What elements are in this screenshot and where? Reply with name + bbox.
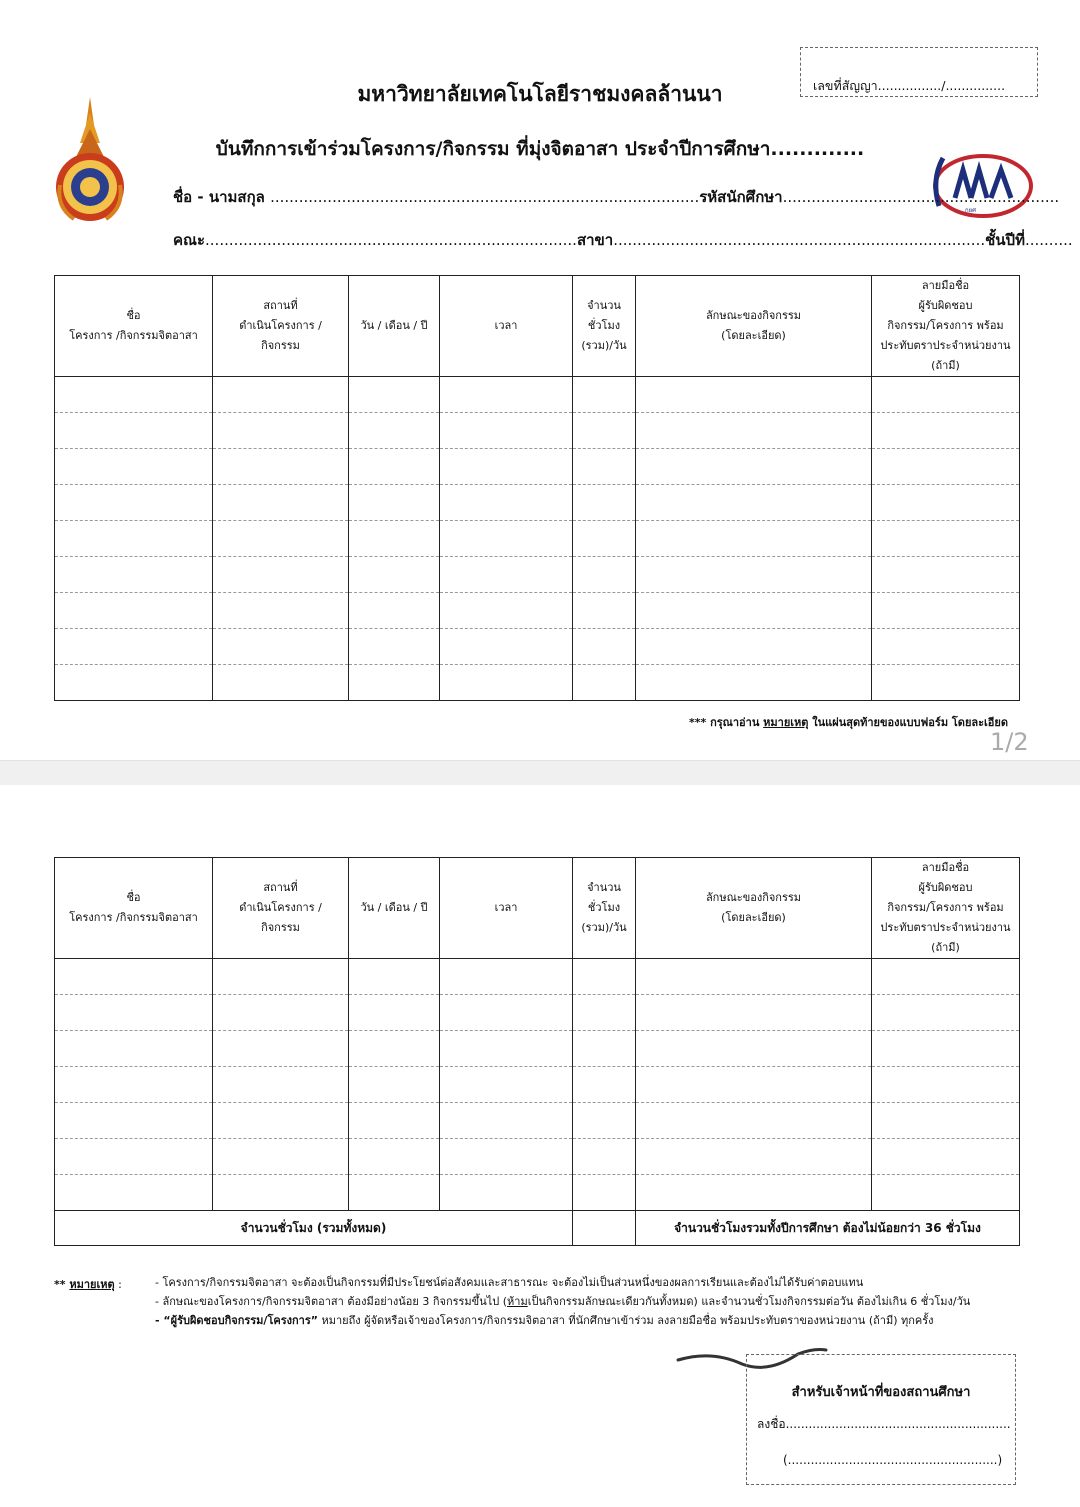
table-cell[interactable] [872,1067,1020,1103]
remarks-list [155,1273,970,1330]
table-cell[interactable] [573,995,636,1031]
table-cell[interactable] [872,449,1020,485]
column-header-5: จำนวน ชั่วโมง (รวม)/วัน [573,276,636,377]
table-cell[interactable] [872,377,1020,413]
read-remarks-note: *** กรุณาอ่าน หมายเหตุ ในแผ่นสุดท้ายของแบบฟอร์ม โดยละเอียด [689,716,1008,729]
remarks-heading: ** หมายเหตุ : [54,1278,122,1291]
student-id-field[interactable]: .......................................................... [782,188,1060,206]
table-row [55,665,1020,701]
table-cell[interactable] [349,1175,440,1211]
table-cell[interactable] [349,485,440,521]
table-cell[interactable] [440,593,573,629]
table-cell[interactable] [349,521,440,557]
table-cell[interactable] [872,593,1020,629]
table-cell[interactable] [872,413,1020,449]
table-cell[interactable] [440,413,573,449]
table-cell[interactable] [55,665,213,701]
table-cell[interactable] [213,629,349,665]
table-cell[interactable] [636,413,872,449]
table-row [55,959,1020,995]
table-cell[interactable] [349,995,440,1031]
table-cell[interactable] [213,1067,349,1103]
name-field[interactable]: .......................................................................................... [270,188,700,206]
table-cell[interactable] [872,557,1020,593]
table-cell[interactable] [440,959,573,995]
table-cell[interactable] [573,629,636,665]
name-line [173,185,1059,209]
table-cell[interactable] [573,377,636,413]
name-label: ชื่อ - นามสกุล [173,188,265,206]
table-cell[interactable] [636,485,872,521]
table-cell[interactable] [636,1175,872,1211]
table-cell[interactable] [573,557,636,593]
activity-table-page-2 [54,857,1020,1246]
table-cell[interactable] [213,377,349,413]
table-cell[interactable] [440,1031,573,1067]
table-cell[interactable] [213,665,349,701]
table-cell[interactable] [349,1103,440,1139]
activity-table-page-1 [54,275,1020,701]
table-row [55,413,1020,449]
table-cell[interactable] [213,1031,349,1067]
page-indicator: 1/2 [990,728,1029,756]
table-row [55,557,1020,593]
column-header-2: สถานที่ ดำเนินโครงการ / กิจกรรม [213,276,349,377]
table-cell[interactable] [636,1139,872,1175]
table-row [55,1103,1020,1139]
logo-right-text: กยศ [965,207,976,214]
major-label: สาขา [576,231,614,249]
student-id-label: รหัสนักศึกษา [699,188,783,206]
table-cell[interactable] [349,629,440,665]
table-cell[interactable] [573,1031,636,1067]
table-cell[interactable] [573,593,636,629]
remark-line-3: - “ผู้รับผิดชอบกิจกรรม/โครงการ” หมายถึง ผู้จัดหรือเจ้าของโครงการ/กิจกรรมจิตอาสา ที่นักศึกษาเข้าร่วม ลงลายมือชื่อ พร้อมประทับตราของหน่วยงาน (ถ้ามี) ทุกครั้ง [155,1314,934,1327]
column-header-7: ลายมือชื่อ ผู้รับผิดชอบ กิจกรรม/โครงการ พร้อม ประทับตราประจำหน่วยงาน (ถ้ามี) [872,858,1020,959]
yearly-hours-requirement: จำนวนชั่วโมงรวมทั้งปีการศึกษา ต้องไม่น้อยกว่า 36 ชั่วโมง [636,1211,1020,1246]
form-title: บันทึกการเข้าร่วมโครงการ/กิจกรรม ที่มุ่งจิตอาสา ประจำปีการศึกษา............. [215,138,865,160]
table-row [55,1139,1020,1175]
table-cell[interactable] [636,995,872,1031]
table-cell[interactable] [213,521,349,557]
table-cell[interactable] [573,959,636,995]
column-header-4: เวลา [440,858,573,959]
table-row [55,521,1020,557]
total-hours-label: จำนวนชั่วโมง (รวมทั้งหมด) [55,1211,573,1246]
table-cell[interactable] [349,557,440,593]
table-cell[interactable] [573,521,636,557]
contract-number-label: เลขที่สัญญา [813,78,878,93]
table-cell[interactable] [636,449,872,485]
officer-sign-field[interactable]: ลงชื่อ........................................................... [757,1417,1011,1431]
table-row [55,1031,1020,1067]
column-header-6: ลักษณะของกิจกรรม (โดยละเอียด) [636,276,872,377]
column-header-4: เวลา [440,276,573,377]
table-cell[interactable] [872,485,1020,521]
table-row [55,377,1020,413]
column-header-5: จำนวน ชั่วโมง (รวม)/วัน [573,858,636,959]
table-cell[interactable] [213,1139,349,1175]
table-cell[interactable] [636,665,872,701]
table-cell[interactable] [213,995,349,1031]
table-cell[interactable] [213,485,349,521]
total-hours-cell[interactable] [573,1211,636,1246]
table-cell[interactable] [55,557,213,593]
table-cell[interactable] [440,1175,573,1211]
table-cell[interactable] [440,521,573,557]
contract-number-blank: ................/............... [877,78,1006,93]
table-cell[interactable] [872,521,1020,557]
table-cell[interactable] [440,1067,573,1103]
table-cell[interactable] [213,413,349,449]
table-cell[interactable] [213,1175,349,1211]
table-cell[interactable] [55,629,213,665]
table-cell[interactable] [636,1031,872,1067]
totals-row [55,1211,1020,1246]
officer-box-title: สำหรับเจ้าหน้าที่ของสถานศึกษา [791,1385,971,1400]
year-field[interactable]: .......... [1024,231,1073,249]
table-cell[interactable] [55,485,213,521]
table-cell[interactable] [349,1139,440,1175]
page-separator [0,760,1080,786]
table-cell[interactable] [440,377,573,413]
table-cell[interactable] [55,1139,213,1175]
table-cell[interactable] [55,593,213,629]
table-cell[interactable] [872,629,1020,665]
table-cell[interactable] [573,665,636,701]
table-cell[interactable] [636,521,872,557]
table-cell[interactable] [872,665,1020,701]
table-cell[interactable] [440,1103,573,1139]
faculty-field[interactable]: .............................................................................. [205,231,577,249]
major-field[interactable]: .............................................................................. [613,231,986,249]
table-cell[interactable] [573,1067,636,1103]
table-cell[interactable] [573,1175,636,1211]
table-cell[interactable] [55,1103,213,1139]
column-header-1: ชื่อ โครงการ /กิจกรรมจิตอาสา [55,276,213,377]
table-row [55,449,1020,485]
table-cell[interactable] [213,593,349,629]
table-cell[interactable] [872,995,1020,1031]
table-cell[interactable] [349,1031,440,1067]
table-cell[interactable] [636,1067,872,1103]
table-cell[interactable] [349,449,440,485]
table-cell[interactable] [573,449,636,485]
table-row [55,995,1020,1031]
table-cell[interactable] [636,959,872,995]
table-cell[interactable] [440,557,573,593]
table-cell[interactable] [55,959,213,995]
table-row [55,593,1020,629]
table-cell[interactable] [440,449,573,485]
table-cell[interactable] [349,959,440,995]
table-cell[interactable] [349,593,440,629]
column-header-3: วัน / เดือน / ปี [349,858,440,959]
table-cell[interactable] [636,629,872,665]
table-cell[interactable] [872,1031,1020,1067]
table-cell[interactable] [872,959,1020,995]
table-cell[interactable] [440,485,573,521]
column-header-2: สถานที่ ดำเนินโครงการ / กิจกรรม [213,858,349,959]
table-cell[interactable] [573,413,636,449]
officer-name-field[interactable]: (.......................................................) [783,1453,1003,1467]
table-row [55,485,1020,521]
faculty-line [173,228,1073,252]
table-cell[interactable] [636,557,872,593]
table-cell[interactable] [573,1103,636,1139]
year-label: ชั้นปีที่ [985,231,1025,249]
table-cell[interactable] [349,413,440,449]
remark-line-1: - โครงการ/กิจกรรมจิตอาสา จะต้องเป็นกิจกรรมที่มีประโยชน์ต่อสังคมและสาธารณะ จะต้องไม่เป็นส่วนหนึ่งของผลการเรียนและต้องไม่ได้รับค่าตอบแทน [155,1276,864,1289]
table-cell[interactable] [872,1175,1020,1211]
remark-line-2: - ลักษณะของโครงการ/กิจกรรมจิตอาสา ต้องมีอย่างน้อย 3 กิจกรรมขึ้นไป (ห้ามเป็นกิจกรรมลักษณะเดียวกันทั้งหมด) และจำนวนชั่วโมงกิจกรรมต่อวัน ต้องไม่เกิน 6 ชั่วโมง/วัน [155,1295,971,1308]
table-cell[interactable] [440,1139,573,1175]
column-header-3: วัน / เดือน / ปี [349,276,440,377]
table-cell[interactable] [636,377,872,413]
table-cell[interactable] [55,1067,213,1103]
column-header-7: ลายมือชื่อ ผู้รับผิดชอบ กิจกรรม/โครงการ พร้อม ประทับตราประจำหน่วยงาน (ถ้ามี) [872,276,1020,377]
table-cell[interactable] [55,1031,213,1067]
table-cell[interactable] [213,1103,349,1139]
table-cell[interactable] [349,377,440,413]
table-cell[interactable] [573,485,636,521]
table-cell[interactable] [55,1175,213,1211]
table-cell[interactable] [440,665,573,701]
table-cell[interactable] [573,1139,636,1175]
table-row [55,629,1020,665]
form-page-2 [0,785,1080,1507]
table-cell[interactable] [55,995,213,1031]
university-name: มหาวิทยาลัยเทคโนโลยีราชมงคลล้านนา [357,82,723,106]
table-cell[interactable] [636,1103,872,1139]
table-cell[interactable] [55,377,213,413]
table-cell[interactable] [55,521,213,557]
table-cell[interactable] [872,1103,1020,1139]
table-cell[interactable] [213,959,349,995]
table-cell[interactable] [349,1067,440,1103]
table-row [55,1175,1020,1211]
faculty-label: คณะ [173,231,206,249]
table-cell[interactable] [213,449,349,485]
table-cell[interactable] [55,413,213,449]
remarks-link-text: หมายเหตุ [763,716,809,729]
table-cell[interactable] [872,1139,1020,1175]
column-header-6: ลักษณะของกิจกรรม (โดยละเอียด) [636,858,872,959]
table-cell[interactable] [440,995,573,1031]
table-cell[interactable] [440,629,573,665]
table-cell[interactable] [55,449,213,485]
table-row [55,1067,1020,1103]
table-cell[interactable] [636,593,872,629]
table-cell[interactable] [349,665,440,701]
column-header-1: ชื่อ โครงการ /กิจกรรมจิตอาสา [55,858,213,959]
officer-box [746,1354,1016,1485]
table-cell[interactable] [213,557,349,593]
